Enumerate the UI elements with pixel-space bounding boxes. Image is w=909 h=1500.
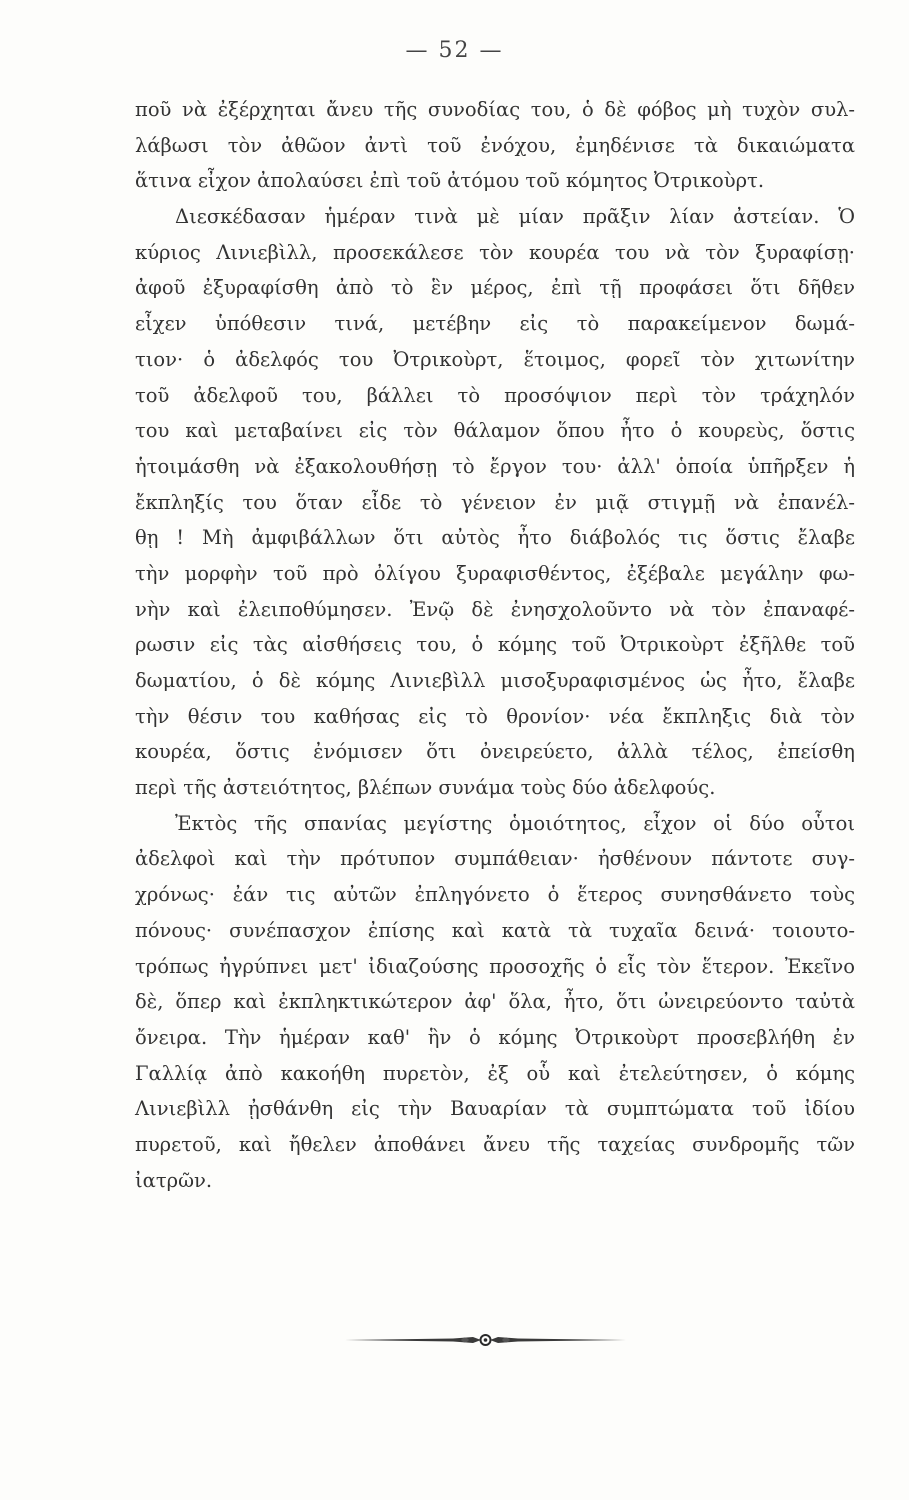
text-line: ἅτινα εἶχον ἀπολαύσει ἐπὶ τοῦ ἀτόμου τοῦ κόμητος Ὀτρικοὺρτ. bbox=[135, 169, 765, 193]
text-line: ἀφοῦ ἐξυραφίσθη ἀπὸ τὸ ἓν μέρος, ἐπὶ τῇ προφάσει ὅτι δῆθεν bbox=[135, 276, 855, 300]
body-text bbox=[135, 92, 855, 1198]
text-line: ἰατρῶν. bbox=[135, 1168, 213, 1192]
text-line: κύριος Λινιεβὶλλ, προσεκάλεσε τὸν κουρέα του νὰ τὸν ξυραφίσῃ· bbox=[135, 240, 855, 264]
text-line: ὄνειρα. Τὴν ἡμέραν καθ' ἣν ὁ κόμης Ὀτρικοὺρτ προσεβλήθη ἐν bbox=[135, 1025, 855, 1049]
text-line: εἶχεν ὑπόθεσιν τινά, μετέβην εἰς τὸ παρακείμενον δωμά- bbox=[135, 312, 855, 336]
text-line: του καὶ μεταβαίνει εἰς τὸν θάλαμον ὅπου ἦτο ὁ κουρεὺς, ὅστις bbox=[135, 419, 855, 443]
text-line: Ἐκτὸς τῆς σπανίας μεγίστης ὁμοιότητος, εἶχον οἱ δύο οὗτοι bbox=[175, 811, 855, 835]
text-line: δωματίου, ὁ δὲ κόμης Λινιεβὶλλ μισοξυραφισμένος ὡς ἦτο, ἔλαβε bbox=[135, 669, 855, 692]
text-line: ρωσιν εἰς τὰς αἰσθήσεις του, ὁ κόμης τοῦ Ὀτρικοὺρτ ἐξῆλθε τοῦ bbox=[135, 633, 855, 657]
text-line: τὴν θέσιν του καθήσας εἰς τὸ θρονίον· νέα ἔκπληξις διὰ τὸν bbox=[135, 704, 855, 728]
text-line: τρόπως ἠγρύπνει μετ' ἰδιαζούσης προσοχῆς ὁ εἷς τὸν ἕτερον. Ἐκεῖνο bbox=[135, 954, 855, 978]
text-line: Διεσκέδασαν ἡμέραν τινὰ μὲ μίαν πρᾶξιν λίαν ἀστείαν. Ὁ bbox=[175, 205, 855, 229]
text-line: κουρέα, ὅστις ἐνόμισεν ὅτι ὀνειρεύετο, ἀλλὰ τέλος, ἐπείσθη bbox=[135, 740, 855, 764]
text-line: ἔκπληξίς του ὅταν εἶδε τὸ γένειον ἐν μιᾷ στιγμῇ νὰ ἐπανέλ- bbox=[135, 490, 855, 514]
text-line: πυρετοῦ, καὶ ἤθελεν ἀποθάνει ἄνευ τῆς ταχείας συνδρομῆς τῶν bbox=[135, 1132, 855, 1156]
page-number: — 52 — bbox=[405, 38, 504, 63]
text-line: χρόνως· ἐάν τις αὐτῶν ἐπληγόνετο ὁ ἕτερος συνησθάνετο τοὺς bbox=[135, 883, 855, 907]
text-line: Γαλλίᾳ ἀπὸ κακοήθη πυρετὸν, ἐξ οὗ καὶ ἐτελεύτησεν, ὁ κόμης bbox=[135, 1061, 855, 1085]
text-line: ἡτοιμάσθη νὰ ἐξακολουθήσῃ τὸ ἔργον του· ἀλλ' ὁποία ὑπῆρξεν ἡ bbox=[135, 454, 855, 478]
text-line: τὴν μορφὴν τοῦ πρὸ ὀλίγου ξυραφισθέντος, ἐξέβαλε μεγάλην φω- bbox=[135, 561, 855, 585]
text-line: νὴν καὶ ἐλειποθύμησεν. Ἐνῷ δὲ ἐνησχολοῦντο νὰ τὸν ἐπαναφέ- bbox=[135, 597, 855, 621]
text-line: Λινιεβὶλλ ᾐσθάνθη εἰς τὴν Βαυαρίαν τὰ συμπτώματα τοῦ ἰδίου bbox=[135, 1097, 855, 1121]
text-line: πόνους· συνέπασχον ἐπίσης καὶ κατὰ τὰ τυχαῖα δεινά· τοιουτο- bbox=[135, 918, 855, 942]
tailpiece-ornament bbox=[343, 1330, 628, 1350]
text-line: λάβωσι τὸν ἀθῶον ἀντὶ τοῦ ἐνόχου, ἐμηδένισε τὰ δικαιώματα bbox=[135, 133, 855, 157]
text-line: τοῦ ἀδελφοῦ του, βάλλει τὸ προσόψιον περὶ τὸν τράχηλόν bbox=[135, 383, 855, 407]
text-line: θῃ ! Μὴ ἀμφιβάλλων ὅτι αὐτὸς ἦτο διάβολός τις ὅστις ἔλαβε bbox=[135, 526, 855, 550]
text-line: τιον· ὁ ἀδελφός του Ὀτρικοὺρτ, ἕτοιμος, φορεῖ τὸν χιτωνίτην bbox=[135, 347, 855, 371]
text-line: ἀδελφοὶ καὶ τὴν πρότυπον συμπάθειαν· ἠσθένουν πάντοτε συγ- bbox=[135, 847, 855, 871]
text-line: δὲ, ὅπερ καὶ ἐκπληκτικώτερον ἀφ' ὅλα, ἦτο, ὅτι ὠνειρεύοντο ταὐτὰ bbox=[135, 990, 855, 1014]
text-line: ποῦ νὰ ἐξέρχηται ἄνευ τῆς συνοδίας του, ὁ δὲ φόβος μὴ τυχὸν συλ- bbox=[135, 98, 855, 121]
text-line: περὶ τῆς ἀστειότητος, βλέπων συνάμα τοὺς δύο ἀδελφούς. bbox=[135, 776, 716, 800]
